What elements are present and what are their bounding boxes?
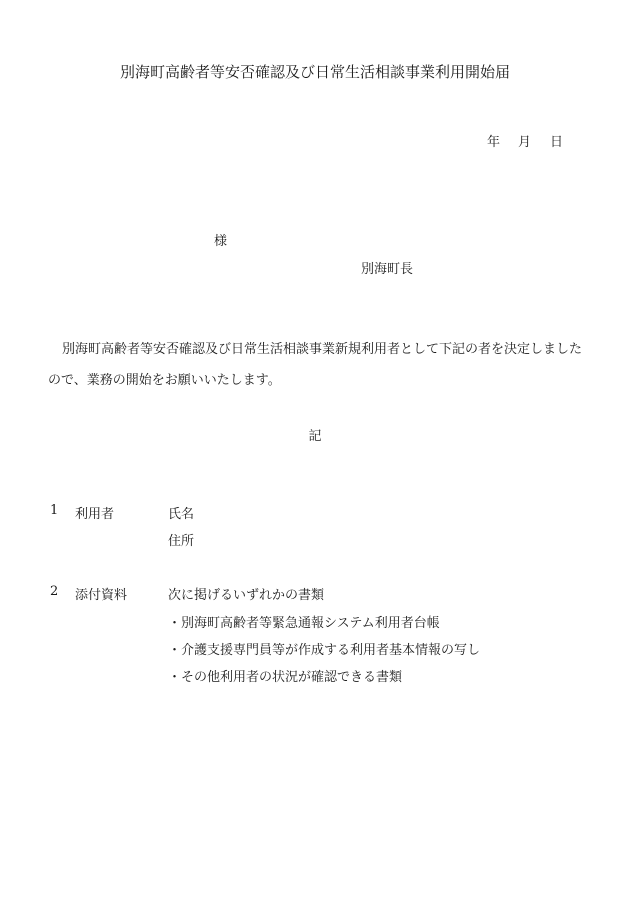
ki-heading: 記 bbox=[308, 429, 322, 444]
body-paragraph: 別海町高齢者等安否確認及び日常生活相談事業新規利用者として下記の者を決定しましたので、業務の開始をお願いいたします。 bbox=[48, 342, 583, 388]
issuer-name: 別海町長 bbox=[361, 262, 414, 277]
item-2-label: 添付資料 bbox=[75, 588, 128, 603]
item-1-label: 利用者 bbox=[75, 507, 115, 522]
item-2-bullet-1: ・別海町高齢者等緊急通報システム利用者台帳 bbox=[168, 616, 440, 631]
date-month-label: 月 bbox=[518, 135, 532, 150]
addressee-suffix: 様 bbox=[214, 234, 228, 249]
date-day-label: 日 bbox=[550, 135, 564, 150]
item-2-bullet-2: ・介護支援専門員等が作成する利用者基本情報の写し bbox=[168, 643, 481, 658]
item-2-bullet-3: ・その他利用者の状況が確認できる書類 bbox=[168, 670, 403, 685]
item-2-number: 2 bbox=[50, 584, 59, 599]
date-year-label: 年 bbox=[487, 135, 501, 150]
item-1-line-address: 住所 bbox=[168, 534, 195, 549]
item-2-line-intro: 次に掲げるいずれかの書類 bbox=[168, 588, 325, 603]
document-title: 別海町高齢者等安否確認及び日常生活相談事業利用開始届 bbox=[119, 63, 510, 81]
item-1-number: 1 bbox=[50, 503, 59, 518]
item-1-line-name: 氏名 bbox=[168, 507, 195, 522]
